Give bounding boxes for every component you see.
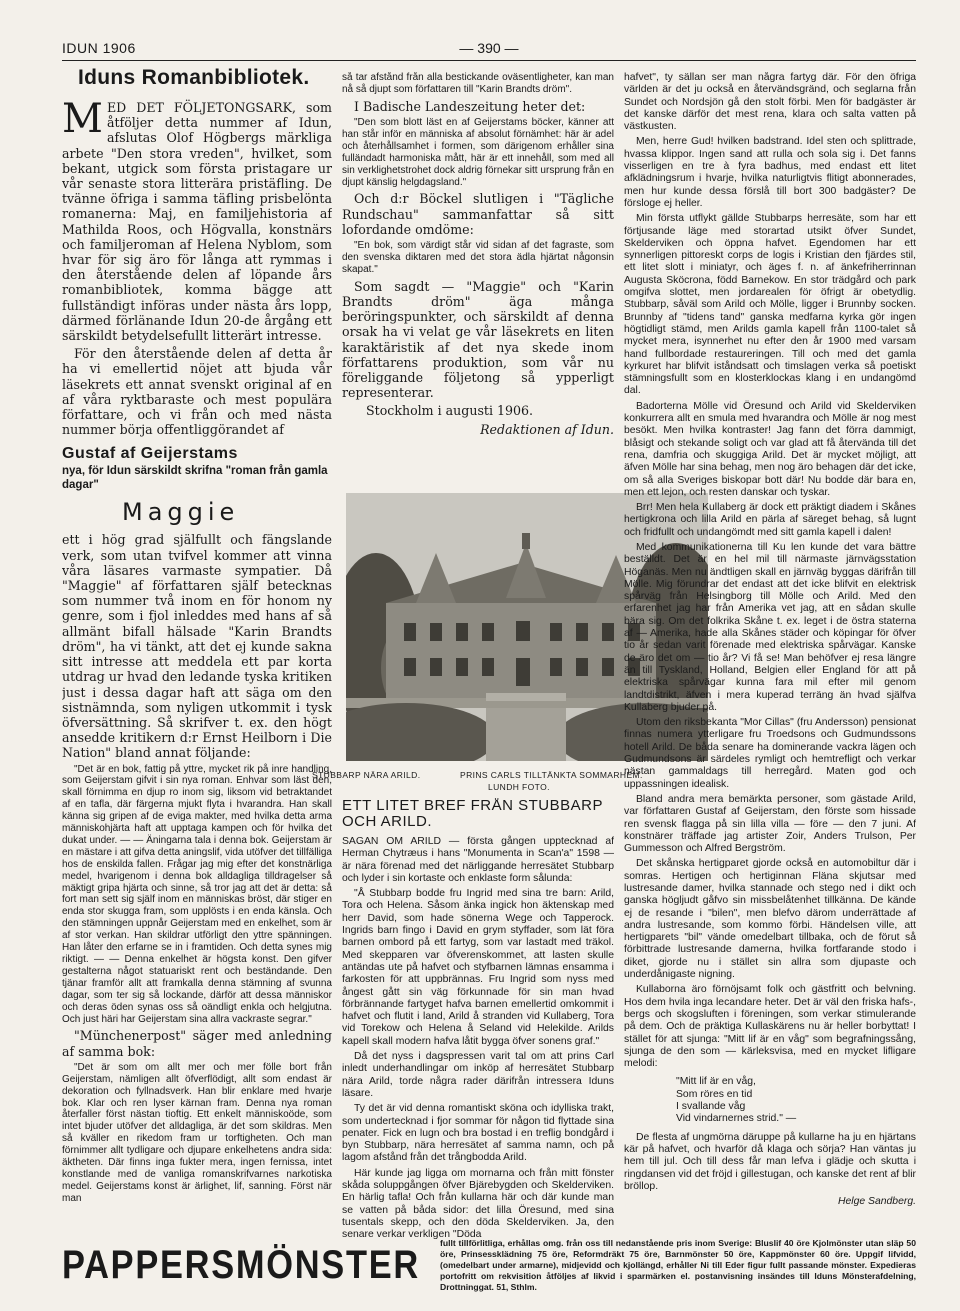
advertisement-text: fullt tillförlitliga, erhållas omg. från oss till nedanstående pris inom Sverige: Bluslif 40 öre Kjolmönster utan släp 50 öre, Prinsessklädning 75 öre, Reformdräkt 75 öre, Barnmönster 50 öre, Kappmönster 60 öre. Uppgif lifvidd, (omedelbart under armarne), midjevidd och kjollängd, erhåller Ni till Eder figur fullt passande mönster. Expedieras portofritt om rekvisition åtföljes af likvid i sparmärken el. postanvisning insändes till Iduns Mönsterafdelning, Drottninggat. 51, Sthlm. xyxy=(440,1238,916,1292)
caption-description: PRINS CARLS TILLTÄNKTA SOMMARHEM. xyxy=(460,770,643,780)
paragraph: Kullaborna äro förnöjsamt folk och gästfritt och belvning. Hos dem hvila inga lecandare heter. Det är väl den friska hafs-, bergs och skogsluften i föreningen, som verkar stimulerande på dem. Och de präktiga Kullaskärens nu är heller borbyttat! I stället för att sjunga: "Mitt lif är en våg" som begrafningssång, sjunga de den som — kärleksvisa, med en mycket lifligare melodi: xyxy=(624,984,916,1070)
advertisement-banner xyxy=(62,1238,424,1292)
paragraph: Min första utflykt gällde Stubbarps herresäte, som har ett förtjusande läge med storartad utsikt öfver Sundet, Skelderviken och öppna hafvet. Egendomen har ett synnerligen pittoreskt corps de logis i Kristian den fjärdes stil, ett litet slott i miniatyr, och äges f. n. af änkefriherrinnan Augusta Sköcrona, född Barnekow. En stor trädgård och park omgifva slottet, men jordarealen för öfrigt är obetydlig. Stubbarp, såväl som Arild och Mölle, ligger i Brunnby socken. Brunnby af "tidens tand" ganska medfarna kyrka gör ingen högtidligt stämd, men Arilds gamla kapell från 1100-talet så mycket mera, isynnerhet nu efter den år 1900 med varsam hand fullbordade restaureringen. Till och med det gamla kyrkuret har blifvit iståndsatt och timslagen verka så poetiskt stämningsfullt som en klosterklockas klang i en undangömd dal. xyxy=(624,213,916,397)
paragraph: I Badische Landeszeitung heter det: xyxy=(354,98,586,114)
paragraph: För den återstående delen af detta år ha vi emellertid nöjet att bjuda vår läsekrets ett annat svenskt original af en af våra ryktbaraste och mest populära författare, och vi från och med nästa nummer börja offentliggörandet af xyxy=(62,346,332,438)
paragraph: Men, herre Gud! hvilken badstrand. Idel sten och splittrade, hvassa klippor. Ingen sand att rulla och sola sig i. Det fanns visserligen en tre à fyra badhus, med endast ett litet afklädningsrum i hvarje, hvilka naturligtvis flitigt abonnerades, men hur kunde dessa förslå till bort 300 badgäster? De försloge ej heller. xyxy=(624,136,916,209)
author-heading: Gustaf af Geijerstams xyxy=(62,445,238,463)
paragraph: Som sagdt — "Maggie" och "Karin Brandts dröm" äga många beröringspunkter, och särskildt af denna orsak ha vi velat ge vår läsekrets en liten karaktäristik af det nya skede inom författarens produktion, som vår nu föreliggande följetong så ypperligt representerar. xyxy=(342,278,614,401)
paragraph: Bland andra mera bemärkta personer, som gästade Arild, var författaren Gustaf af Geijerstam, den förste som hissade ren svensk flagga på sin lilla villa — före — den 7 juni. Af konstnärer träffade jag artister Zoir, Anders Trulson, Per Gummesson och Alfred Bergström. xyxy=(624,793,916,855)
paragraph: "Münchenerpost" säger med anledning af samma bok: xyxy=(62,1028,332,1059)
paragraph: De flesta af ungmörna däruppe på kullarne ha ju en hjärtans kär på hafvet, och hvarför då klaga och sörja? Han väntas ju hem till jul. Och till dess får man lefva i glädje och skutta i ringdansen vid det fröjd i gillestugan, och kanske det rent af blir bröllop. xyxy=(624,1131,916,1192)
paragraph: Utom den riksbekanta "Mor Cillas" (fru Andersson) pensionat finnas numera ytterligare fru Troedsons och Gudmundssons hotell Arild. De båda senare ha dominerande vackra lägen och Gudmundsons är särdeles rymligt och hemtrefligt och verkar nästan gammaldags till herregård. Maten god och uppassningen idealisk. xyxy=(624,717,916,790)
poem-line: Som röres en tid xyxy=(676,1088,753,1100)
dateline: Stockholm i augusti 1906. xyxy=(366,403,534,419)
novel-title: Maggie xyxy=(122,498,240,527)
review-quote: "Det är som om allt mer och mer fölle bort från Geijerstam, nämligen allt öfverflödigt, allt som endast är dekoration och fyllnadsverk. Han blir enklare med hvarje bok. Klar och ren lyser kärnan fram. Denna nya roman återfaller först nästan tioftig. Ett enkelt människoöde, som intet bjuder utöfver det alldagliga, är det som skildras. Men så kväller en rikedom fram ur torftigheten. Och man förnimmer allt tydligare och djupare enkelhetens andra sida: äktheten. Där finns inga fukter mera, ingen fernissa, intet konstlande med de vanliga romanskrifvarnes narkotiska medel. Geijerstams konst är ärlighet, lif, sanning. Först när man xyxy=(62,1061,332,1204)
running-header xyxy=(62,38,916,61)
paragraph: hafvet", ty sällan ser man några fartyg där. För den öfriga världen är det ju också en återvändsgränd, och seglarna från Sundet och Nordsjön gå den stolt förbi. Men för badgäster är det kanske därför det mest rena, klara och salta vatten på västkusten. xyxy=(624,72,916,133)
paragraph: Brr! Men hela Kullaberg är dock ett präktigt diadem i Skånes hertigkrona och lilla Arild en pärla af säreget behag, så lugnt och fridfullt och undangömdt med sitt gamla kapell i dalen! xyxy=(624,502,916,538)
paragraph: Och d:r Böckel slutligen i "Tägliche Rundschau" sammanfattar så sitt lofordande omdöme: xyxy=(342,191,614,237)
column-romanbibliotek xyxy=(62,66,332,1238)
paragraph: Badorterna Mölle vid Öresund och Arild vid Skelderviken konkurrera allt en smula med hvarandra och Mölle är nog mest besökt. Men hvilka kontraster! Jag fann det förra dammigt, blåsigt och stekande soligt och var glad att få återvända till det rena, damfria och skuggiga Arild. Det är mycket möjligt, att äfven Mölle har sina behag, men nog äro behagen där det icke, om så alla Sveriges biskopar bott där! Nu bodde där bara en, men ett lejon, och resten danskar och tyskar. xyxy=(624,400,916,498)
paragraph: Ty det är vid denna romantiskt sköna och idylliska trakt, som undertecknad i fjor sommar för någon tid flyttade sina penater. Fick en lugn och bra bostad i en treflig bondgård i byn Stubbarp, nära herresätet af samma namn, och på lagom afstånd från det trångbodda Arild. xyxy=(342,1103,614,1164)
paragraph: Med kommunikationerna till Ku len kunde det vara bättre beställdt. Det är en hel mil till närmaste järnvägsstation Höganäs. Men nu ändtligen skall en järnväg byggas därifrån till Mölle. Mig förundrar det endast att det icke blifvit en elektrisk spårväg från Helsingborg till Mölle och Arild. Med den erfarenhet jag har från Amerika vet jag, att en sådan skulle bära sig. Om det folkrika Skåne t. ex. leget i de östra staterna af — Amerika, hade alla Skånes städer och köpingar för öfver tio år sedan varit förenade med elektriska spårvägar. Kanske de äro det om — tio år? Vi få se! Man behöfver ej resa längre än till Tyskland, Holland, Belgien eller England för att på elektriska spårvägar kunna fara mil efter mil genom landtdistrikt, äfven i mera kuperad terräng än hvad själfva Kullaberg bjuder på. xyxy=(624,541,916,713)
review-quote: "Det är en bok, fattig på yttre, mycket rik på inre handling, som Geijerstam gifvit i sin nya roman. Enhvar som läst den, skall förnimma en djup ro inom sig, liksom vid betraktandet af en tafla, där färgerna mjukt flyta i hvarandra. Han skall känna sig gripen af de eviga makter, med hvilka detta arma människohjärta haft att upptaga kampen och för hvilka det dukat under. — — Äningarna tala i denna bok. Geijerstam är en mästare i att gifva detta aningslif, vida utöfver det tillfälliga hos de enskilda fallen. Frågar jag mig efter det konstnärliga medel, hvarigenom i denna bok alldagliga tilldragelser så mäktigt gripa hjärta och sinne, så tror jag att det är detta: så fort man sett sig själf inom en människas bröst, där stiger en enda stor skugga fram, som upplösts i en enda känsla. Och den stämningen uppnår Geijerstam med en enkelhet, som är af stor verkan. Han skildrar utförligt den yttre spänningen. Han låter den erfarne se in i framtiden. Och detta synes mig riktigt. — — Denna enkelhet är högsta konst. Den gifver gestalterna något statuariskt rent och beständande. Den tjänar framför allt att framkalla denna stämning af svunna dagar, som ter sig så lockande, därför att dessa människor och deras öden synas oss så oändligt enkla och helgjutna. Och just häri har Geijerstam sina allra vackraste segrar." xyxy=(62,763,332,1025)
novel-subtitle: nya, för Idun särskildt skrifna "roman från gamla dagar" xyxy=(62,465,328,491)
paragraph: SAGAN OM ARILD — första gången upptecknad af Herman Chytræus i hans "Monumenta in Scan'a" 1598 — är nära förenad med det närliggande herresätet Stubbarp och lyder i sin kortaste och enklaste form sålunda: xyxy=(342,836,614,884)
paragraph: Då det nyss i dagspressen varit tal om att prins Carl inledt underhandlingar om inköp af herresätet Stubbarp nära Arild, torde några rader därifrån intressera Iduns läsare. xyxy=(342,1051,614,1099)
signature: Redaktionen af Idun. xyxy=(480,421,614,437)
poem-line: Vid vindarnernes strid." — xyxy=(676,1113,797,1125)
paragraph: så tar afstånd från alla bestickande oväsentligheter, kan man nå så djupt som författaren till "Karin Brandts dröm". xyxy=(342,72,614,95)
section-title: Iduns Romanbibliotek. xyxy=(78,66,310,89)
column-2-bref xyxy=(342,798,614,1294)
paragraph: ett i hög grad själfullt och fängslande verk, som utan tvifvel kommer att vinna våra läsares varmaste sympatier. Då "Maggie" af författaren själf betecknas som nummer två inom en för honom ny genre, som i fjol inleddes med hans af så allmänt bifall hälsade "Karin Brandts dröm", ha vi tänkt, att det ej kunde sakna sitt intresse att meddela ett par korta utdrag ur hvad den ledande tyska kritiken just i dessa dagar haft att säga om den sistnämnda, som nyligen utkommit i tysk öfversättning. Så skrifver t. ex. den högt ansedde kritikern d:r Ernst Heilborn i Die Nation" bland annat följande: xyxy=(62,532,332,761)
poem-line: "Mitt lif är en våg, xyxy=(676,1076,756,1088)
page-number: — 390 — xyxy=(459,40,519,56)
review-quote: "Den som blott läst en af Geijerstams böcker, känner att han står inför en människa af absolut förnämhet: här är adel och återhållsamhet i formen, som därigenom erhåller sina fulländadt harmoniska mått, här är ett innehåll, som med all sin verklighetstrohet dock aldrig förnekar sitt ursprung från en djupt känslig helgdagsland." xyxy=(342,117,614,188)
review-quote: "En bok, som värdigt står vid sidan af det fagraste, som den svenska diktaren med det stora ädla hjärtat någonsin skapat." xyxy=(342,240,614,275)
intro-paragraph: ED DET FÖLJETONGSARK, som åtföljer detta nummer af Idun, afslutas Olof Högbergs märkliga arbete "Den stora vreden", hvilket, som bekant, utgick som första pristagare ur vår senaste stora litterära pristäfling. De tvänne öfriga i samma täfling prisbelönta romanerna: Maj, en familjehistoria af Mathilda Roos, och Högvalla, konstnärs och familjeroman af Helena Nyblom, som hvar för sig äro för långa att rymmas i den återstående delen af löpande års romanbibliotek, komma bägge att fullständigt införas under nästa års lopp, därmed förlänande Idun 20-de årgång ett särskildt betydelsefullt litterärt intresse. xyxy=(62,100,332,344)
paragraph: Det skånska hertigparet gjorde också en automobiltur där i somras. Hertigen och hertiginnan Fläna skjutsar med lustresande damer, hvilka stannade och stego ned i dikt och ganska högljudt gåfvo sin missbelåtenhet tillkänna. De kände ej de resande i "bilen", men blefvo därom underrättade af andra lustresande, som kommo förbi. Händelsen ville, att hertigparets "bil" vände omedelbart tillbaka, och de förut så förbittrade lustresande damerna, hvilka fortfarande stodo i diket, gjorde nu i stället sin allra som djupaste och underdånigaste nigning. xyxy=(624,858,916,981)
poem-line: I svallande våg xyxy=(676,1101,746,1113)
column-2-top xyxy=(342,72,614,482)
caption-place: STUBBARP NÄRA ARILD. xyxy=(312,770,421,780)
column-3 xyxy=(624,72,916,1292)
ad-headline: PAPPERSMÖNSTER xyxy=(62,1243,420,1287)
signature: Helge Sandberg. xyxy=(838,1196,916,1208)
article-title: ETT LITET BREF FRÅN STUBBARP OCH ARILD. xyxy=(342,798,603,830)
poem xyxy=(676,1076,916,1125)
caption-credit: LUNDH FOTO. xyxy=(488,782,550,792)
legend-quote: "Å Stubbarp bodde fru Ingrid med sina tre barn: Arild, Tora och Helena. Såsom änka ingick hon äktenskap med herr David, som hade sönerna Wege och Tapperock. Ingrids barn fingo i David en grym styffader, som lät föra barnen ombord på ett fartyg, som var lastadt med träkol. Med skepparen var öfverenskommet, att lasten skulle antändas ute på hafvet och styfbarnen lämnas ensamma i farkosten för att uppbrännas. Fru Ingrid som nyss med ångest gått sin väg förkunnade för sin man hvad förbrännande fartyget hafva barnen emellertid omkommit i hafvet och flutit i land, Arild å stranden vid Kullaberg, Tora vid Torekow och Helena å Seland vid Helekilde. Arilds kapell skall modern hafva låtit bygga öfver sonens graf." xyxy=(342,888,614,1047)
drop-cap: M xyxy=(62,96,103,142)
journal-issue: IDUN 1906 xyxy=(62,40,136,56)
paragraph: Här kunde jag ligga om mornarna och från mitt fönster skåda soluppgången öfver Bjärebygden och Skelderviken. En härlig tafla! Och från kullarna här och där kunde man se vatten på båda sidor: det lilla Öresund, med sina tusentals skepp, och den döda Skelderviken. Ja, den senare verkar verkligen "Döda xyxy=(342,1167,614,1241)
